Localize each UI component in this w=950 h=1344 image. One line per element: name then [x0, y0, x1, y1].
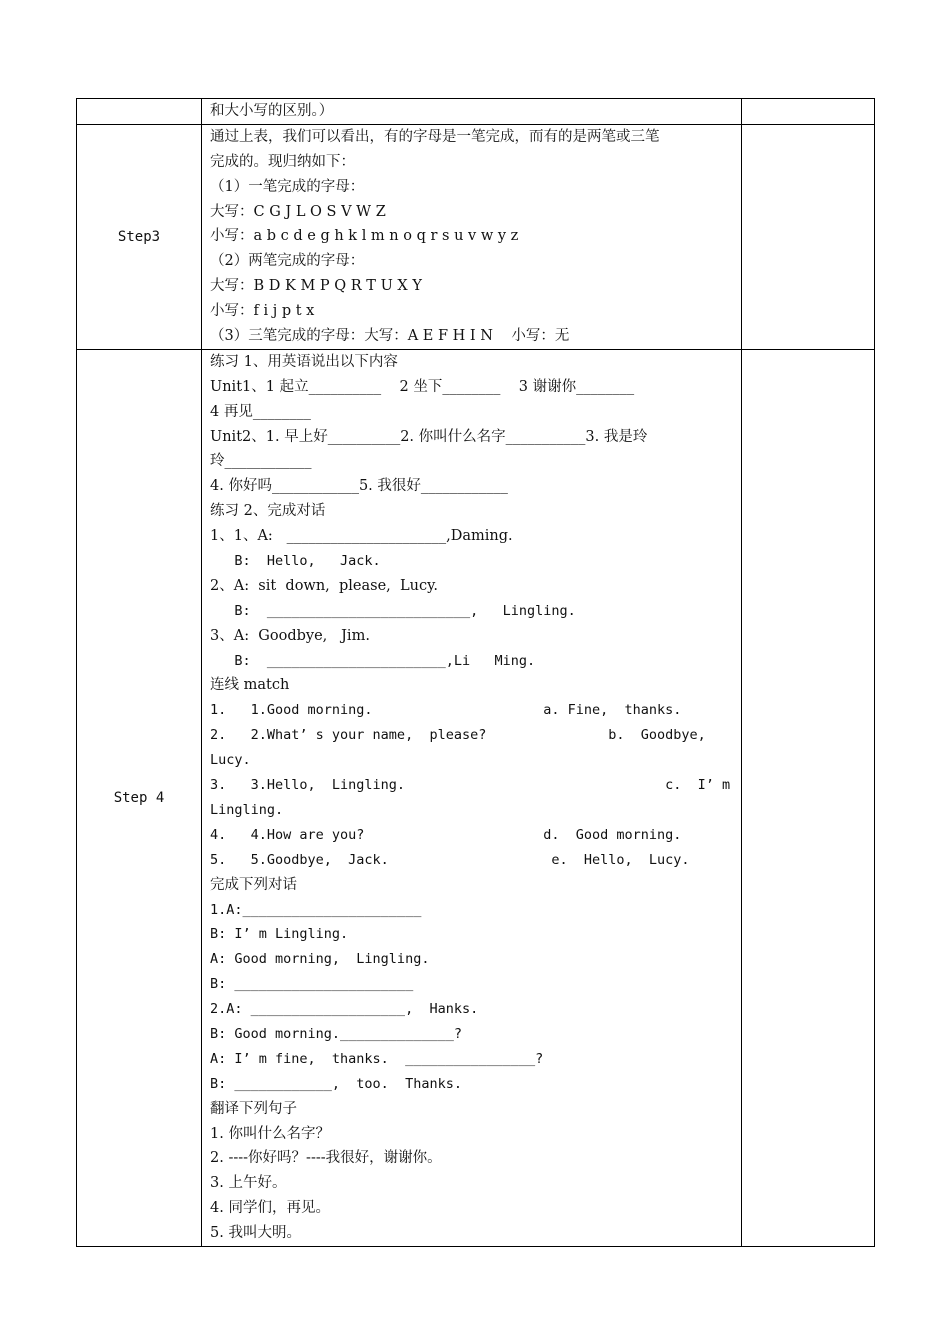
- step-label-cell: [77, 99, 202, 125]
- content-line: 大写：C G J L O S V W Z: [210, 203, 386, 220]
- content-line: 1、1、A: ______________________,Daming.: [210, 528, 513, 545]
- content-line: 4. 同学们，再见。: [210, 1200, 330, 1217]
- content-line: 通过上表，我们可以看出，有的字母是一笔完成，而有的是两笔或三笔: [210, 128, 660, 145]
- content-line: Lucy.: [210, 752, 251, 769]
- content-line: B: Good morning.______________?: [210, 1025, 462, 1042]
- content-line: B: ____________, too. Thanks.: [210, 1075, 462, 1092]
- content-line: 小写：a b c d e g h k l m n o q r s u v w y z: [210, 228, 519, 245]
- lesson-table-body: [77, 99, 875, 1247]
- content-line: 5. 5.Goodbye, Jack. e. Hello, Lucy.: [210, 851, 690, 868]
- content-line: 4 再见________: [210, 403, 311, 420]
- content-line: 2.A: ___________________, Hanks.: [210, 1001, 479, 1018]
- content-line: （1）一笔完成的字母：: [210, 178, 365, 195]
- content-line: B: Hello, Jack.: [210, 553, 381, 570]
- content-line: 练习 1、用英语说出以下内容: [210, 353, 398, 370]
- content-line: 1.A:______________________: [210, 901, 422, 918]
- content-line: 完成下列对话: [210, 876, 297, 893]
- content-line: 1. 1.Good morning. a. Fine, thanks.: [210, 702, 682, 719]
- step-content-cell: [202, 349, 742, 1246]
- content-line: 3、A: Goodbye, Jim.: [210, 627, 370, 644]
- content-line: 连线 match: [210, 677, 290, 694]
- notes-cell: [742, 124, 875, 349]
- content-line: 和大小写的区别。）: [210, 103, 334, 119]
- lesson-row: [77, 99, 875, 125]
- content-line: B: ______________________: [210, 976, 414, 993]
- notes-cell: [742, 349, 875, 1246]
- content-line: B: _________________________, Lingling.: [210, 602, 576, 619]
- step-label-cell: Step 4: [77, 349, 202, 1246]
- content-line: 玲____________: [210, 453, 312, 470]
- lesson-table: [76, 98, 875, 1247]
- content-line: 大写：B D K M P Q R T U X Y: [210, 278, 422, 295]
- content-line: 2. 2.What’ s your name, please? b. Goodbye,: [210, 727, 706, 744]
- lesson-row: [77, 349, 875, 1246]
- notes-cell: [742, 99, 875, 125]
- content-line: （2）两笔完成的字母：: [210, 253, 365, 270]
- lesson-row: [77, 124, 875, 349]
- content-line: Unit1、1 起立__________ 2 坐下________ 3 谢谢你________: [210, 378, 635, 395]
- content-line: B: ______________________,Li Ming.: [210, 652, 536, 669]
- step-content: [202, 350, 741, 1246]
- content-line: （3）三笔完成的字母：大写：A E F H I N 小写：无: [210, 328, 570, 345]
- content-line: B: I’ m Lingling.: [210, 926, 349, 943]
- content-line: 1. 你叫什么名字？: [210, 1125, 330, 1142]
- content-line: Unit2、1. 早上好__________2. 你叫什么名字___________3. 我是玲: [210, 428, 648, 445]
- content-line: 3. 上午好。: [210, 1175, 287, 1192]
- content-line: 翻译下列句子: [210, 1100, 297, 1117]
- content-line: 完成的。现归纳如下：: [210, 153, 355, 170]
- step-content: [202, 99, 741, 124]
- step-content-cell: [202, 124, 742, 349]
- content-line: 2、A: sit down, please, Lucy.: [210, 577, 438, 594]
- content-line: 5. 我叫大明。: [210, 1225, 301, 1242]
- content-line: 3. 3.Hello, Lingling. c. I’ m: [210, 777, 731, 794]
- content-line: 4. 你好吗____________5. 我很好____________: [210, 478, 508, 495]
- step-label-cell: Step3: [77, 124, 202, 349]
- content-line: 小写：f i j p t x: [210, 303, 315, 320]
- content-line: A: Good morning, Lingling.: [210, 951, 430, 968]
- content-line: A: I’ m fine, thanks. ________________?: [210, 1050, 544, 1067]
- content-line: 2. ----你好吗？----我很好，谢谢你。: [210, 1150, 442, 1167]
- content-line: Lingling.: [210, 801, 284, 818]
- step-content: [202, 125, 741, 349]
- step-content-cell: [202, 99, 742, 125]
- content-line: 练习 2、完成对话: [210, 503, 326, 520]
- content-line: 4. 4.How are you? d. Good morning.: [210, 826, 682, 843]
